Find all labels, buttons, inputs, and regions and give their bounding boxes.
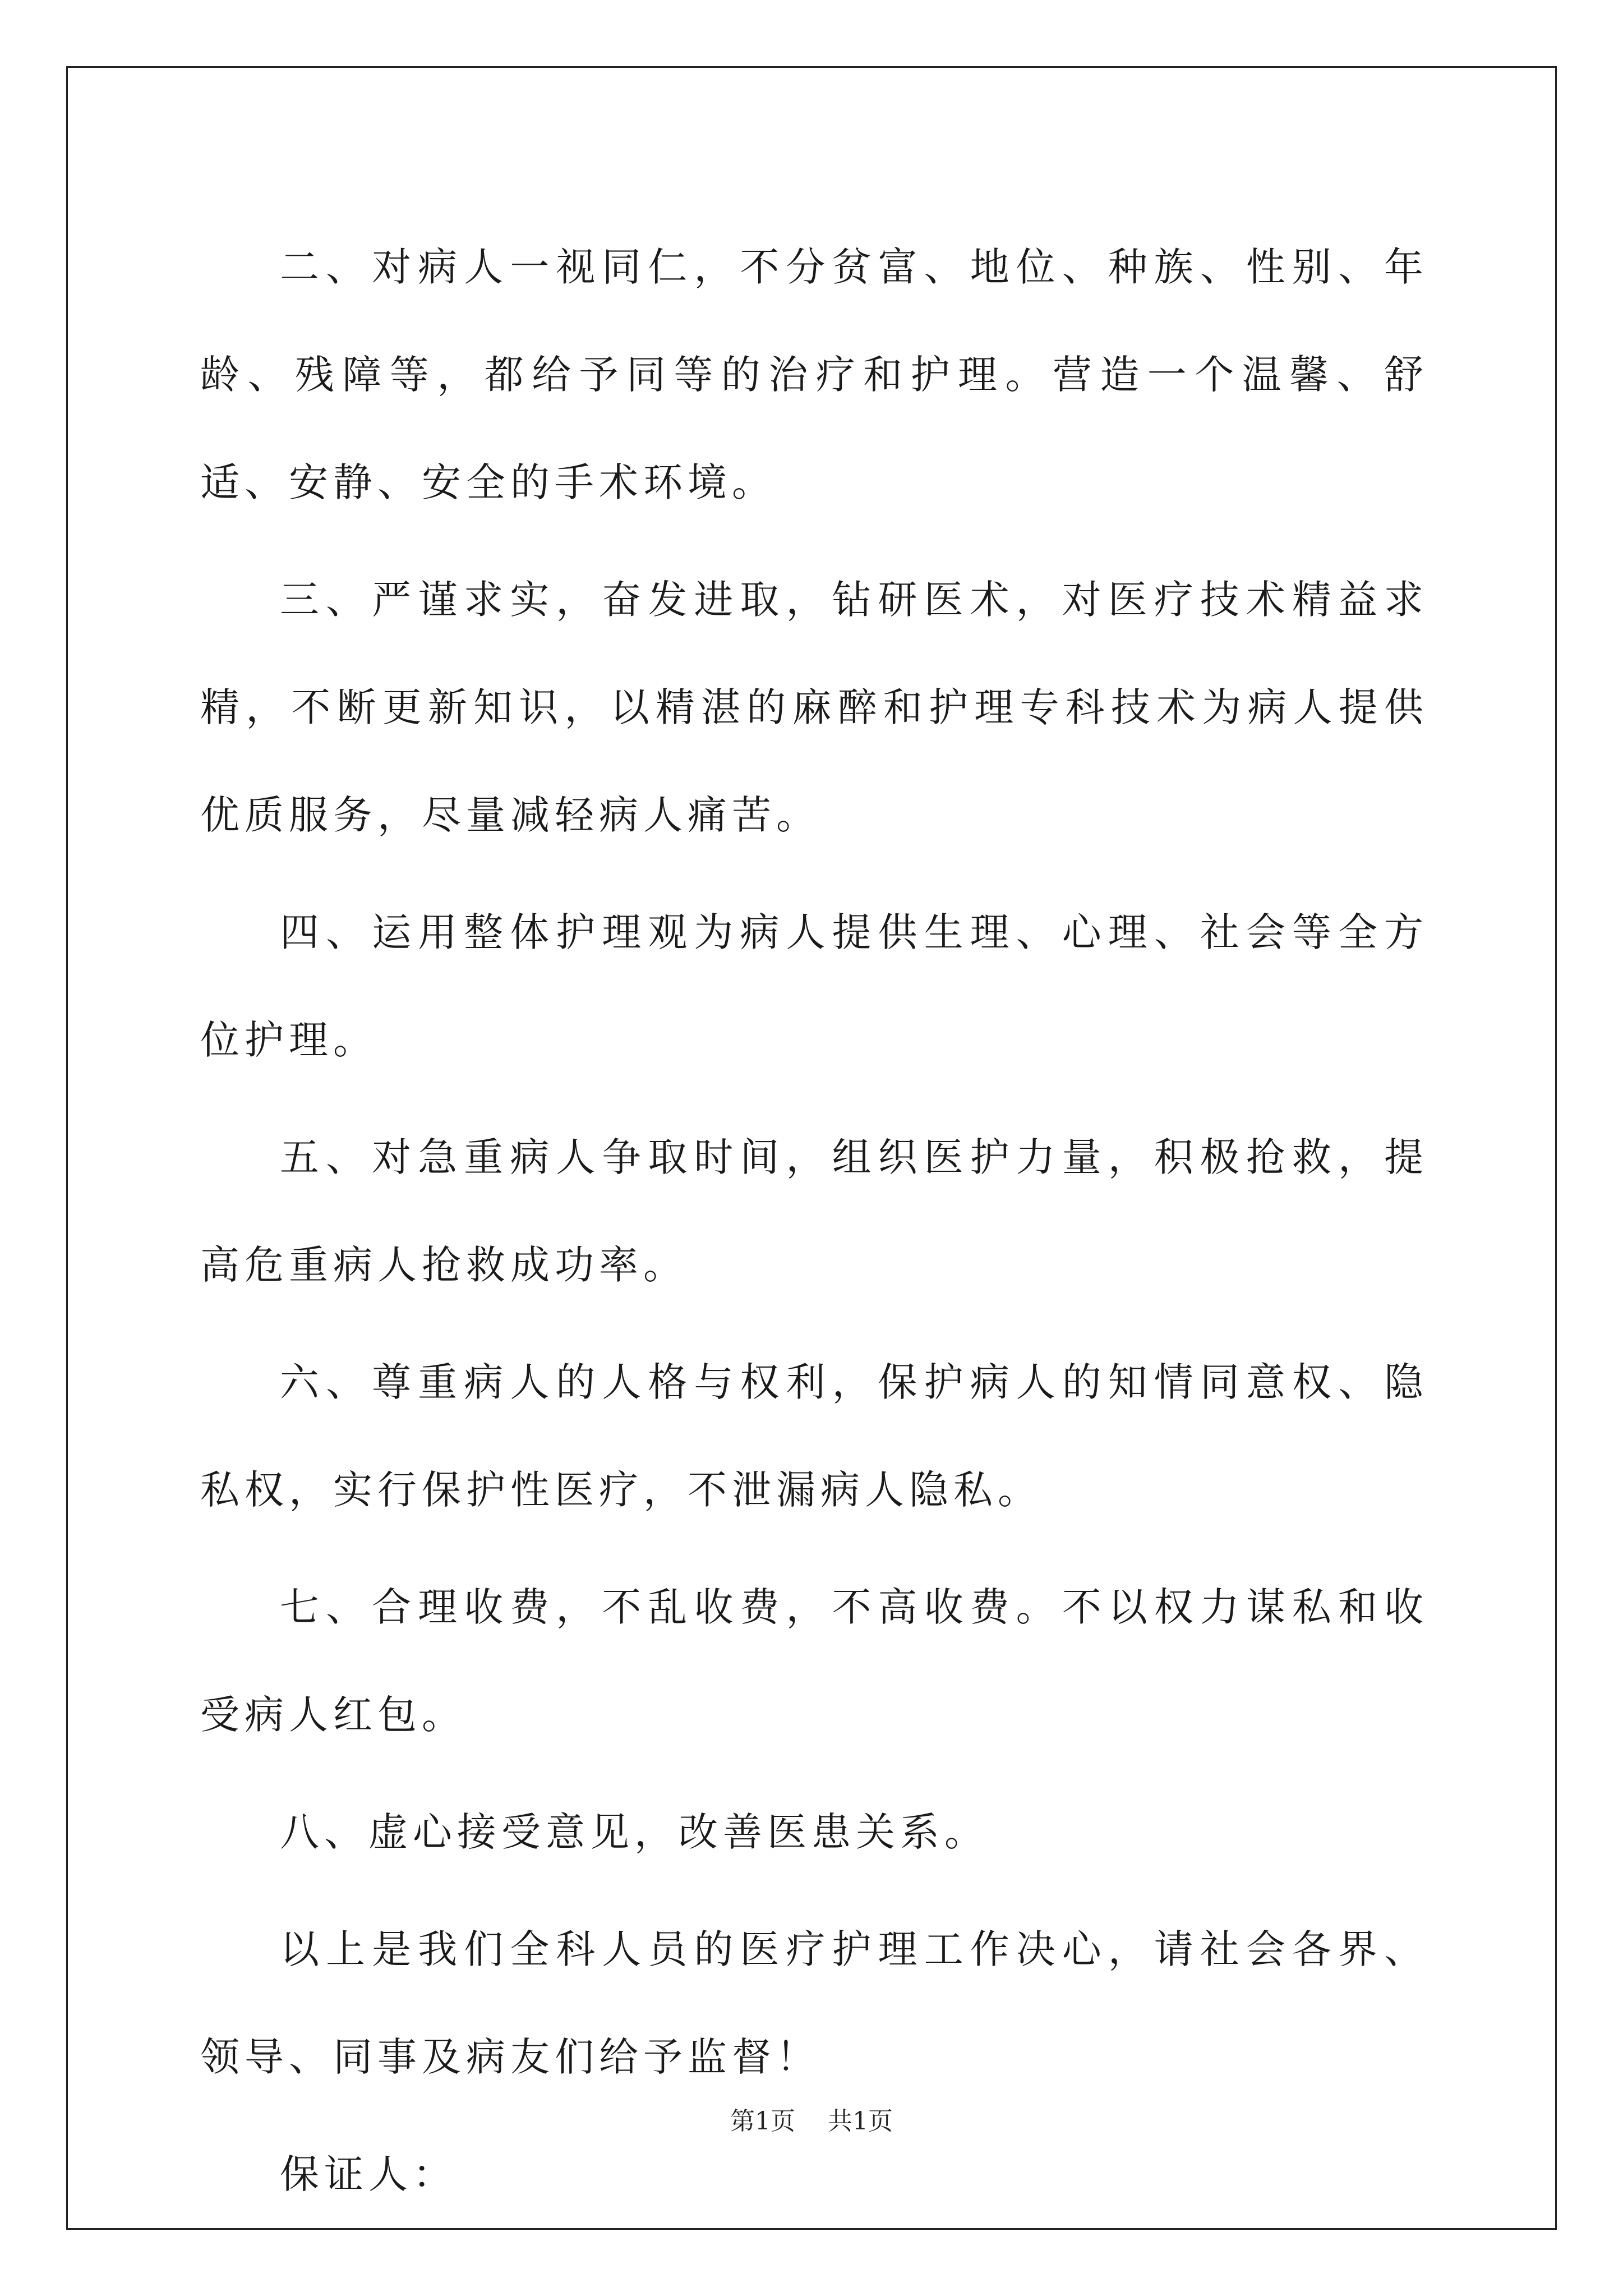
paragraph-item-8: 八、虚心接受意见，改善医患关系。	[280, 1809, 989, 1855]
document-body	[200, 213, 1428, 2238]
page-number: 第1页	[730, 2107, 795, 2136]
paragraph-item-5: 五、对急重病人争取时间，组织医护力量，积极抢救，提高危重病人抢救成功率。	[200, 1134, 1428, 1288]
paragraph-item-6: 六、尊重病人的人格与权利，保护病人的知情同意权、隐私权，实行保护性医疗，不泄漏病人隐私。	[200, 1359, 1428, 1513]
closing-statement: 以上是我们全科人员的医疗护理工作决心，请社会各界、领导、同事及病友们给予监督！	[200, 1926, 1428, 2080]
paragraph-item-2: 二、对病人一视同仁，不分贫富、地位、种族、性别、年龄、残障等，都给予同等的治疗和护理。营造一个温馨、舒适、安静、安全的手术环境。	[200, 244, 1428, 505]
page-total: 共1页	[828, 2107, 893, 2136]
page-footer	[0, 2105, 1623, 2138]
paragraph-item-3: 三、严谨求实，奋发进取，钻研医术，对医疗技术精益求精，不断更新知识，以精湛的麻醉和护理专科技术为病人提供优质服务，尽量减轻病人痛苦。	[200, 577, 1428, 838]
paragraph-item-4: 四、运用整体护理观为病人提供生理、心理、社会等全方位护理。	[200, 909, 1428, 1063]
paragraph-item-7: 七、合理收费，不乱收费，不高收费。不以权力谋私和收受病人红包。	[200, 1584, 1428, 1738]
guarantor-label: 保证人：	[280, 2151, 457, 2197]
